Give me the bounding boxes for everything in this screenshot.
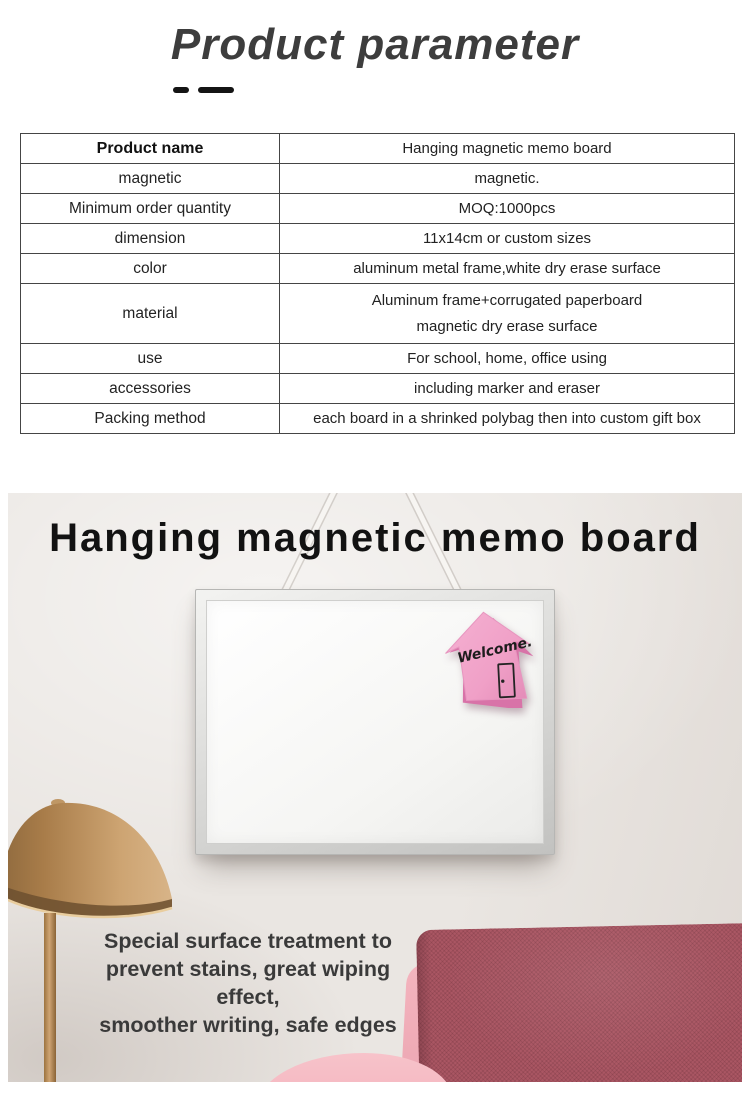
- row-value: each board in a shrinked polybag then into custom gift box: [280, 404, 735, 434]
- table-row: [21, 404, 735, 434]
- dash-long: [198, 87, 234, 93]
- row-label: color: [21, 254, 280, 284]
- photo-heading: Hanging magnetic memo board: [49, 516, 701, 560]
- row-value: 11x14cm or custom sizes: [280, 224, 735, 254]
- table-row: [21, 284, 735, 344]
- lamp-shade: [8, 797, 180, 923]
- row-value: [280, 284, 735, 344]
- row-label: Packing method: [21, 404, 280, 434]
- product-photo: [8, 493, 742, 1082]
- table-row: [21, 254, 735, 284]
- row-label: Minimum order quantity: [21, 194, 280, 224]
- title-underline: [173, 87, 234, 93]
- row-value: Hanging magnetic memo board: [280, 134, 735, 164]
- table-row: [21, 194, 735, 224]
- row-value-line1: Aluminum frame+corrugated paperboard: [371, 291, 643, 309]
- row-label: Product name: [21, 134, 280, 164]
- dash-short: [173, 87, 189, 93]
- table-row: [21, 164, 735, 194]
- table-row: [21, 134, 735, 164]
- spec-table: [20, 133, 735, 434]
- table-row: [21, 374, 735, 404]
- photo-caption: [72, 927, 424, 1039]
- caption-line: smoother writing, safe edges: [99, 1013, 397, 1037]
- row-label: dimension: [21, 224, 280, 254]
- row-value: For school, home, office using: [280, 344, 735, 374]
- row-label: material: [21, 284, 280, 344]
- page-title: Product parameter: [170, 20, 580, 69]
- table-row: [21, 224, 735, 254]
- caption-line: Special surface treatment to: [104, 929, 392, 953]
- row-value: magnetic.: [280, 164, 735, 194]
- row-value-line2: magnetic dry erase surface: [416, 317, 598, 335]
- row-label: magnetic: [21, 164, 280, 194]
- table-row: [21, 344, 735, 374]
- caption-line: prevent stains, great wiping effect,: [105, 957, 391, 1009]
- row-label: accessories: [21, 374, 280, 404]
- sticky-note: [444, 610, 536, 708]
- row-value: MOQ:1000pcs: [280, 194, 735, 224]
- lamp-stem: [44, 913, 56, 1082]
- row-label: use: [21, 344, 280, 374]
- row-value: including marker and eraser: [280, 374, 735, 404]
- note-text: Welcome.: [455, 634, 534, 667]
- row-value: aluminum metal frame,white dry erase surface: [280, 254, 735, 284]
- memo-board: [195, 589, 555, 855]
- sofa: [416, 923, 742, 1082]
